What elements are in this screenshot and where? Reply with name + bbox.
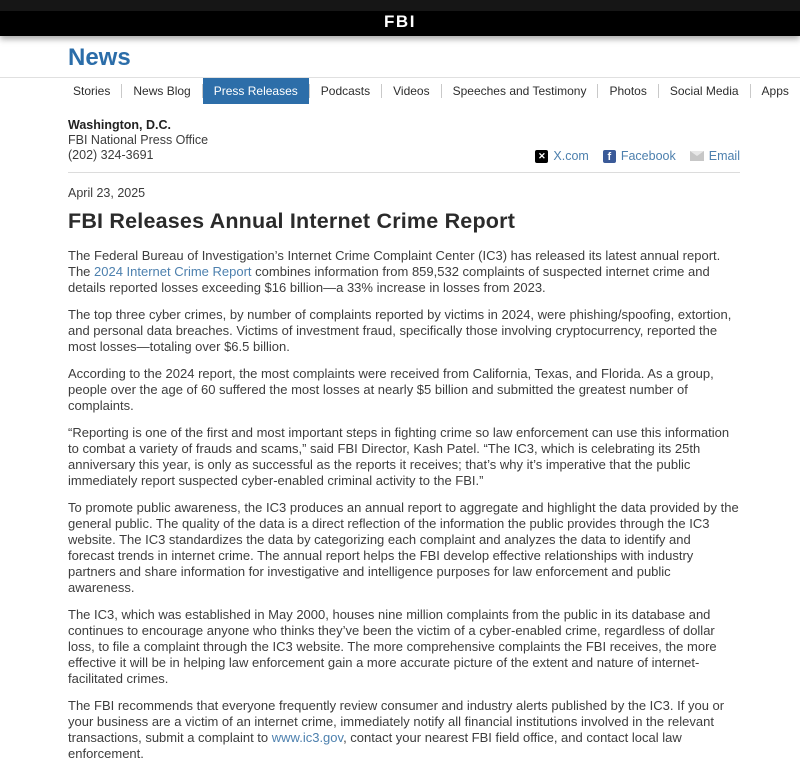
share-links	[535, 149, 740, 163]
share-x-link[interactable]	[535, 149, 588, 163]
article-paragraph: “Reporting is one of the first and most important steps in fighting crime so law enforcement can use this information to combat a variety of frauds and scams,” said FBI Director, Kash Patel. “The IC3, which is celebrating its 25th anniversary this year, is only as successful as the reports it receives; that’s why it’s imperative that the public immediately report suspected cyber-enabled criminal activity to the FBI.”	[68, 425, 730, 488]
tab-apps[interactable]: Apps	[761, 84, 789, 98]
article-paragraph: The IC3, which was established in May 2000, houses nine million complaints from the public in its database and continues to encourage anyone who thinks they’ve been the victim of a cyber-enabled crime, regardless of dollar loss, to file a complaint through the IC3 website. The more comprehensive complaints the FBI receives, the more effective it will be in helping law enforcement gain a more accurate picture of the extent and nature of internet-facilitated crimes.	[68, 607, 717, 686]
paragraph-text: The FBI recommends that everyone frequently review consumer and industry alerts published by the IC3. If you or your business are a victim of an internet crime, immediately notify all financial institutions involved in the relevant transactions, submit a complaint to	[68, 698, 725, 745]
article-paragraph	[68, 698, 740, 762]
share-email-link[interactable]	[690, 149, 740, 163]
article-date: April 23, 2025	[68, 186, 146, 200]
tab-videos[interactable]: Videos	[393, 84, 430, 98]
tab-news-blog[interactable]: News Blog	[133, 84, 191, 98]
top-brand-bar	[0, 0, 800, 36]
paragraph-text: The Federal Bureau of Investigation’s Internet Crime Complaint Center (IC3) has released its latest annual report. The	[68, 248, 721, 279]
news-tab-bar	[0, 77, 800, 104]
contact-city: Washington, D.C.	[68, 118, 171, 132]
article-body	[68, 248, 740, 762]
share-x-label: X.com	[553, 149, 589, 163]
tab-press-releases[interactable]: Press Releases	[203, 78, 309, 104]
fbi-logo-text: FBI	[384, 12, 416, 31]
article-paragraph: To promote public awareness, the IC3 produces an annual report to aggregate and highlight the data provided by the general public. The quality of the data is a direct reflection of the information the public provides through the IC3 website. The IC3 standardizes the data by categorizing each complaint and analyzes the data to identify and forecast trends in internet crime. The annual report helps the FBI develop effective relationships with industry partners and share information for investigative and intelligence purposes for law enforcement and public awareness.	[68, 500, 739, 595]
article-title: FBI Releases Annual Internet Crime Report	[68, 209, 516, 233]
article-paragraph: According to the 2024 report, the most complaints were received from California, Texas, and Florida. As a group, people over the age of 60 suffered the most losses at nearly $5 billion and submitted the greatest number of complaints.	[68, 366, 714, 413]
paragraph-text: , contact your nearest FBI field office, and contact local law enforcement.	[68, 730, 682, 761]
share-facebook-label: Facebook	[620, 149, 676, 163]
article-paragraph: The top three cyber crimes, by number of complaints reported by victims in 2024, were phishing/spoofing, extortion, and personal data breaches. Victims of investment fraud, specifically those involving cryptocurrency, reported the most losses—totaling over $6.5 billion.	[68, 307, 732, 354]
article-content	[0, 104, 800, 762]
share-email-label: Email	[708, 149, 740, 163]
x-icon	[535, 150, 548, 163]
tab-social-media[interactable]: Social Media	[669, 84, 739, 98]
paragraph-text: combines information from 859,532 complaints of suspected internet crime and details reported losses exceeding $16 billion—a 33% increase in losses from 2023.	[68, 264, 710, 295]
contact-office: FBI National Press Office	[68, 133, 209, 147]
facebook-icon	[603, 150, 616, 163]
email-icon	[690, 151, 704, 161]
tab-speeches-and-testimony[interactable]: Speeches and Testimony	[452, 84, 587, 98]
report-link[interactable]: 2024 Internet Crime Report	[94, 264, 252, 279]
tab-photos[interactable]: Photos	[609, 84, 647, 98]
contact-row	[68, 118, 740, 163]
tab-stories[interactable]: Stories	[73, 84, 111, 98]
contact-phone: (202) 324-3691	[68, 148, 154, 162]
section-divider	[68, 172, 740, 173]
tab-podcasts[interactable]: Podcasts	[320, 84, 371, 98]
news-header	[0, 36, 800, 77]
share-facebook-link[interactable]	[603, 149, 676, 163]
article-paragraph	[68, 248, 740, 296]
page-title: News	[68, 44, 131, 71]
press-office-contact	[68, 118, 208, 163]
ic3-gov-link[interactable]: www.ic3.gov	[271, 730, 344, 745]
